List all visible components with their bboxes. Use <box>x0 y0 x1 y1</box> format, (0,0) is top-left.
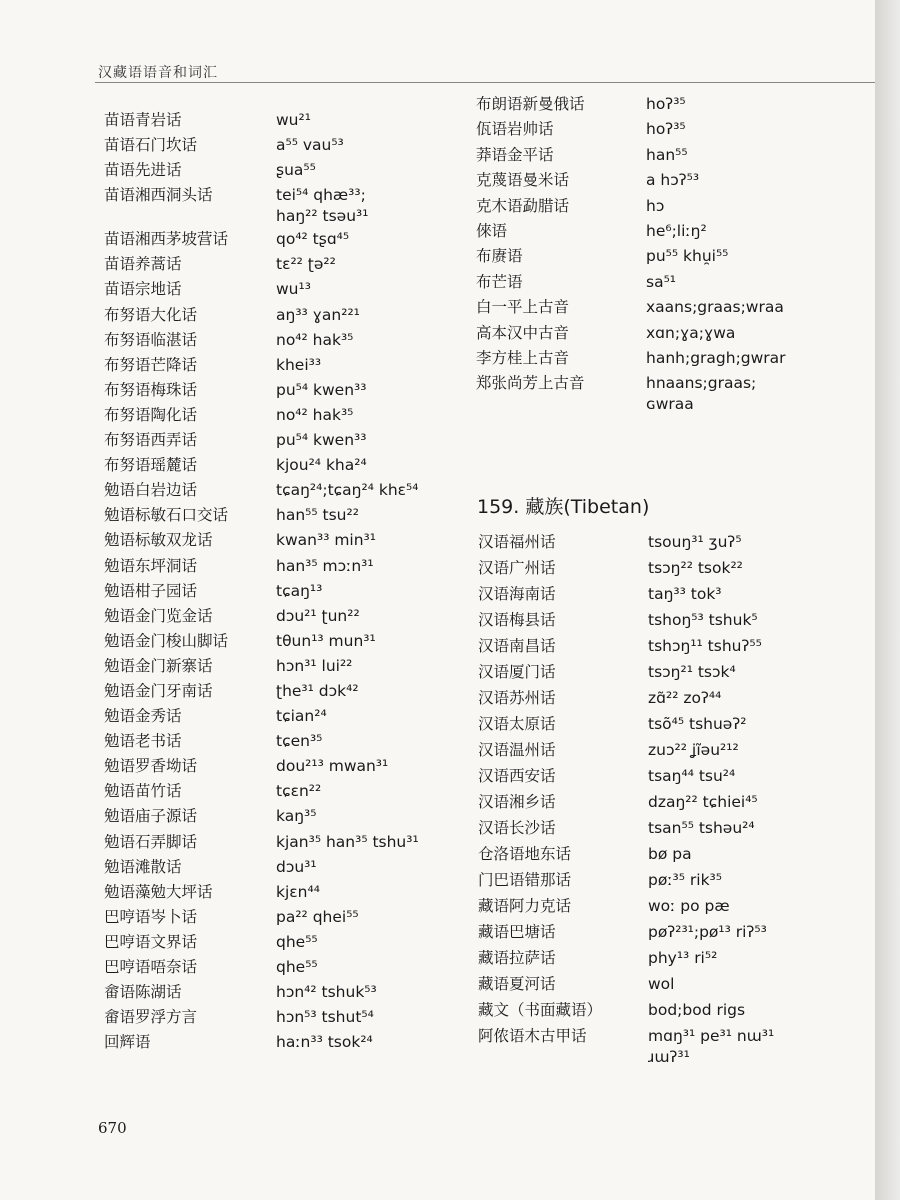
entry-row <box>104 604 464 629</box>
dialect-name: 苗语湘西洞头话 <box>104 186 213 205</box>
phonetic-form: pu⁵⁵ khu̯i⁵⁵ <box>646 247 729 266</box>
entry-row <box>104 133 464 158</box>
phonetic-form: wol <box>648 975 675 993</box>
phonetic-form: tsõ⁴⁵ tshuəʔ² <box>648 715 747 733</box>
entry-row <box>104 277 464 302</box>
entry-row <box>478 686 828 712</box>
entry-row <box>478 660 828 686</box>
entry-row <box>104 729 464 754</box>
phonetic-form: kaŋ³⁵ <box>276 807 317 826</box>
dialect-name: 畲语罗浮方言 <box>104 1008 198 1027</box>
entry-row <box>476 371 826 414</box>
phonetic-form: phy¹³ ri⁵² <box>648 949 718 967</box>
dialect-name: 汉语梅县话 <box>478 611 556 629</box>
entry-row <box>104 303 464 328</box>
entry-row <box>104 679 464 704</box>
phonetic-form: sa⁵¹ <box>646 272 677 291</box>
dialect-name: 克蔑语曼米话 <box>476 171 570 190</box>
phonetic-form: dɔu³¹ <box>276 857 317 876</box>
entry-row <box>104 554 464 579</box>
page-number: 670 <box>98 1119 127 1137</box>
phonetic-form: tei⁵⁴ qhæ³³; haŋ²² tsəu³¹ <box>276 186 369 226</box>
entry-row <box>104 880 464 905</box>
entry-row <box>104 183 464 227</box>
phonetic-form: tɛ²² ʈə²² <box>276 255 336 274</box>
dialect-name: 勉语金门梭山脚话 <box>104 631 229 650</box>
dialect-name: 勉语白岩边话 <box>104 481 198 500</box>
entry-row <box>478 608 828 634</box>
dialect-name: 勉语东坪洞话 <box>104 556 198 575</box>
entry-row <box>104 453 464 478</box>
dialect-name: 藏语夏河话 <box>478 975 556 993</box>
phonetic-form: tɕaŋ¹³ <box>276 581 323 600</box>
phonetic-form: bø pa <box>648 845 692 863</box>
phonetic-form: dou²¹³ mwan³¹ <box>276 757 389 776</box>
phonetic-form: han⁵⁵ tsu²² <box>276 506 359 525</box>
phonetic-form: haːn³³ tsok²⁴ <box>276 1033 373 1052</box>
phonetic-form: hɔn⁴² tshuk⁵³ <box>276 983 377 1002</box>
phonetic-form: a⁵⁵ vau⁵³ <box>276 136 344 155</box>
phonetic-form: zɑ̃²² zoʔ⁴⁴ <box>648 689 722 707</box>
section-title: 159. 藏族(Tibetan) <box>477 496 650 518</box>
dialect-name: 李方桂上古音 <box>476 348 570 367</box>
dialect-name: 勉语老书话 <box>104 732 182 751</box>
phonetic-form: tsɔŋ²¹ tsɔk⁴ <box>648 663 736 681</box>
phonetic-form: he⁶;liːŋ² <box>646 221 707 240</box>
entry-row <box>478 920 828 946</box>
phonetic-form: tɕen³⁵ <box>276 732 323 751</box>
dialect-name: 勉语藻勉大坪话 <box>104 882 213 901</box>
entry-row <box>104 403 464 428</box>
phonetic-form: wu²¹ <box>276 111 311 129</box>
entry-row <box>104 503 464 528</box>
phonetic-form: qhe⁵⁵ <box>276 958 318 976</box>
phonetic-form: qo⁴² tʂɑ⁴⁵ <box>276 230 350 249</box>
phonetic-form: tshɔŋ¹¹ tshuʔ⁵⁵ <box>648 637 762 655</box>
entry-row <box>476 219 826 244</box>
entry-row <box>104 704 464 729</box>
phonetic-form: kjou²⁴ kha²⁴ <box>276 456 367 475</box>
entry-row <box>104 252 464 277</box>
dialect-name: 巴哼语文界话 <box>104 932 198 951</box>
entry-row <box>476 117 826 142</box>
dialect-name: 苗语宗地话 <box>104 280 182 299</box>
dialect-name: 郑张尚芳上古音 <box>476 374 585 393</box>
dialect-name: 布努语芒降话 <box>104 355 198 374</box>
entry-row <box>104 478 464 503</box>
phonetic-form: taŋ³³ tok³ <box>648 585 722 603</box>
dialect-name: 布努语大化话 <box>104 305 198 324</box>
phonetic-form: hanh;gragh;gwrar <box>646 348 786 367</box>
phonetic-form: hɔ <box>646 196 665 215</box>
entry-row <box>478 842 828 868</box>
phonetic-form: tsouŋ³¹ ʒuʔ⁵ <box>648 533 742 551</box>
entry-row <box>478 816 828 842</box>
phonetic-form: dzaŋ²² tɕhiei⁴⁵ <box>648 793 758 811</box>
entry-row <box>478 634 828 660</box>
dialect-name: 勉语罗香坳话 <box>104 757 198 776</box>
entry-row <box>104 158 464 183</box>
dialect-name: 汉语南昌话 <box>478 637 556 655</box>
entry-row <box>476 194 826 219</box>
dialect-name: 藏语阿力克话 <box>478 897 572 915</box>
entry-row <box>478 790 828 816</box>
phonetic-form: pu⁵⁴ kwen³³ <box>276 380 367 399</box>
entry-row <box>476 143 826 168</box>
phonetic-form: pøʔ²³¹;pø¹³ riʔ⁵³ <box>648 923 767 941</box>
dialect-name: 布努语瑶麓话 <box>104 456 198 475</box>
right-column-bottom-entries <box>478 530 828 1076</box>
dialect-name: 巴哼语唔奈话 <box>104 958 198 976</box>
phonetic-form: aŋ³³ ɣan²²¹ <box>276 305 360 324</box>
entry-row <box>476 244 826 269</box>
phonetic-form: tsɔŋ²² tsok²² <box>648 559 743 577</box>
dialect-name: 苗语养蒿话 <box>104 255 182 274</box>
phonetic-form: wu¹³ <box>276 280 311 299</box>
dialect-name: 巴哼语岑卜话 <box>104 907 198 926</box>
entry-row <box>104 855 464 880</box>
dialect-name: 苗语湘西茅坡营话 <box>104 230 229 249</box>
entry-row <box>104 528 464 553</box>
phonetic-form: kjɛn⁴⁴ <box>276 882 320 901</box>
dialect-name: 佤语岩帅话 <box>476 120 554 139</box>
phonetic-form: pa²² qhei⁵⁵ <box>276 907 359 926</box>
dialect-name: 汉语温州话 <box>478 741 556 759</box>
dialect-name: 勉语金门览金话 <box>104 606 213 625</box>
entry-row <box>104 930 464 955</box>
phonetic-form: qhe⁵⁵ <box>276 932 318 951</box>
entry-row <box>104 378 464 403</box>
entry-row <box>476 346 826 371</box>
phonetic-form: ʈhe³¹ dɔk⁴² <box>276 681 359 700</box>
dialect-name: 回辉语 <box>104 1033 151 1052</box>
phonetic-form: ʂua⁵⁵ <box>276 161 316 180</box>
left-column-entries <box>104 108 464 1055</box>
dialect-name: 布努语陶化话 <box>104 405 198 424</box>
phonetic-form: hɔn⁵³ tshut⁵⁴ <box>276 1008 374 1027</box>
dialect-name: 汉语福州话 <box>478 533 556 551</box>
dialect-name: 藏文（书面藏语） <box>478 1001 603 1019</box>
entry-row <box>104 955 464 980</box>
phonetic-form: tsan⁵⁵ tshəu²⁴ <box>648 819 755 837</box>
dialect-name: 阿侬语木古甲话 <box>478 1027 587 1045</box>
entry-row <box>476 92 826 117</box>
dialect-name: 高本汉中古音 <box>476 323 570 342</box>
dialect-name: 勉语石弄脚话 <box>104 832 198 851</box>
entry-row <box>478 764 828 790</box>
entry-row <box>104 654 464 679</box>
dialect-name: 藏语拉萨话 <box>478 949 556 967</box>
phonetic-form: kwan³³ min³¹ <box>276 531 376 550</box>
phonetic-form: a hɔʔ⁵³ <box>646 171 700 190</box>
page-edge <box>875 0 900 1200</box>
dialect-name: 汉语太原话 <box>478 715 556 733</box>
entry-row <box>104 754 464 779</box>
phonetic-form: tsaŋ⁴⁴ tsu²⁴ <box>648 767 736 785</box>
dialect-name: 布芒语 <box>476 272 523 291</box>
dialect-name: 苗语石门坎话 <box>104 136 198 155</box>
phonetic-form: bod;bod rigs <box>648 1001 746 1019</box>
phonetic-form: tθun¹³ mun³¹ <box>276 631 376 650</box>
phonetic-form: xɑn;ɣa;ɣwa <box>646 323 736 342</box>
phonetic-form: han³⁵ mɔːn³¹ <box>276 556 374 575</box>
dialect-name: 汉语海南话 <box>478 585 556 603</box>
dialect-name: 汉语西安话 <box>478 767 556 785</box>
dialect-name: 布努语梅珠话 <box>104 380 198 399</box>
dialect-name: 莽语金平话 <box>476 145 554 164</box>
entry-row <box>476 168 826 193</box>
entry-row <box>476 321 826 346</box>
dialect-name: 白一平上古音 <box>476 298 570 317</box>
phonetic-form: pøː³⁵ rik³⁵ <box>648 871 722 889</box>
phonetic-form: woː po pæ <box>648 897 730 915</box>
entry-row <box>104 779 464 804</box>
entry-row <box>478 1024 828 1076</box>
dialect-name: 汉语湘乡话 <box>478 793 556 811</box>
phonetic-form: xaans;graas;wraa <box>646 298 784 317</box>
entry-row <box>104 629 464 654</box>
entry-row <box>104 980 464 1005</box>
dialect-name: 勉语标敏双龙话 <box>104 531 213 550</box>
entry-row <box>104 428 464 453</box>
phonetic-form: hoʔ³⁵ <box>646 95 686 113</box>
dialect-name: 布努语临湛话 <box>104 330 198 349</box>
entry-row <box>104 353 464 378</box>
entry-row <box>104 328 464 353</box>
entry-row <box>476 270 826 295</box>
running-head: 汉藏语语音和词汇 <box>98 65 218 81</box>
entry-row <box>478 738 828 764</box>
entry-row <box>478 972 828 998</box>
entry-row <box>478 868 828 894</box>
dialect-name: 仓洛语地东话 <box>478 845 572 863</box>
dialect-name: 门巴语错那话 <box>478 871 572 889</box>
phonetic-form: kjan³⁵ han³⁵ tshu³¹ <box>276 832 419 851</box>
entry-row <box>478 712 828 738</box>
entry-row <box>104 1030 464 1055</box>
phonetic-form: han⁵⁵ <box>646 145 688 164</box>
dialect-name: 苗语青岩话 <box>104 111 182 129</box>
dialect-name: 布努语西弄话 <box>104 431 198 450</box>
phonetic-form: khei³³ <box>276 355 322 374</box>
phonetic-form: hoʔ³⁵ <box>646 120 686 139</box>
phonetic-form: tɕaŋ²⁴;tɕaŋ²⁴ khɛ⁵⁴ <box>276 481 419 500</box>
entry-row <box>476 295 826 320</box>
dialect-name: 勉语金门牙南话 <box>104 681 213 700</box>
entry-row <box>104 830 464 855</box>
phonetic-form: tshoŋ⁵³ tshuk⁵ <box>648 611 758 629</box>
entry-row <box>478 894 828 920</box>
dialect-name: 勉语金秀话 <box>104 707 182 726</box>
dialect-name: 勉语庙子源话 <box>104 807 198 826</box>
entry-row <box>478 582 828 608</box>
entry-row <box>104 227 464 252</box>
entry-row <box>104 579 464 604</box>
phonetic-form: hnaans;graas; ɢwraa <box>646 374 757 414</box>
phonetic-form: no⁴² hak³⁵ <box>276 330 354 349</box>
entry-row <box>104 1005 464 1030</box>
dialect-name: 汉语长沙话 <box>478 819 556 837</box>
header-rule <box>95 82 875 83</box>
phonetic-form: no⁴² hak³⁵ <box>276 405 354 424</box>
phonetic-form: mɑŋ³¹ pe³¹ nɯ³¹ ɹɯʔ³¹ <box>648 1027 775 1066</box>
dialect-name: 勉语金门新寨话 <box>104 656 213 675</box>
phonetic-form: pu⁵⁴ kwen³³ <box>276 431 367 450</box>
dialect-name: 勉语滩散话 <box>104 857 182 876</box>
dialect-name: 倈语 <box>476 221 508 240</box>
entry-row <box>478 556 828 582</box>
dialect-name: 汉语广州话 <box>478 559 556 577</box>
phonetic-form: tɕian²⁴ <box>276 707 327 726</box>
entry-row <box>104 108 464 133</box>
entry-row <box>104 804 464 829</box>
entry-row <box>478 530 828 556</box>
phonetic-form: hɔn³¹ lui²² <box>276 656 353 675</box>
phonetic-form: tɕɛn²² <box>276 782 322 801</box>
phonetic-form: zuɔ²² ʝĩəu²¹² <box>648 741 739 759</box>
dialect-name: 藏语巴塘话 <box>478 923 556 941</box>
entry-row <box>478 946 828 972</box>
dialect-name: 苗语先进话 <box>104 161 182 180</box>
dialect-name: 勉语柑子园话 <box>104 581 198 600</box>
entry-row <box>104 905 464 930</box>
dialect-name: 布朗语新曼俄话 <box>476 95 585 113</box>
dialect-name: 布赓语 <box>476 247 523 266</box>
dialect-name: 勉语苗竹话 <box>104 782 182 801</box>
dialect-name: 畲语陈湖话 <box>104 983 182 1002</box>
right-column-top-entries <box>476 92 826 414</box>
phonetic-form: dɔu²¹ ʈun²² <box>276 606 360 625</box>
dialect-name: 汉语苏州话 <box>478 689 556 707</box>
entry-row <box>478 998 828 1024</box>
dialect-name: 克木语勐腊话 <box>476 196 570 215</box>
dialect-name: 勉语标敏石口交话 <box>104 506 229 525</box>
dialect-name: 汉语厦门话 <box>478 663 556 681</box>
